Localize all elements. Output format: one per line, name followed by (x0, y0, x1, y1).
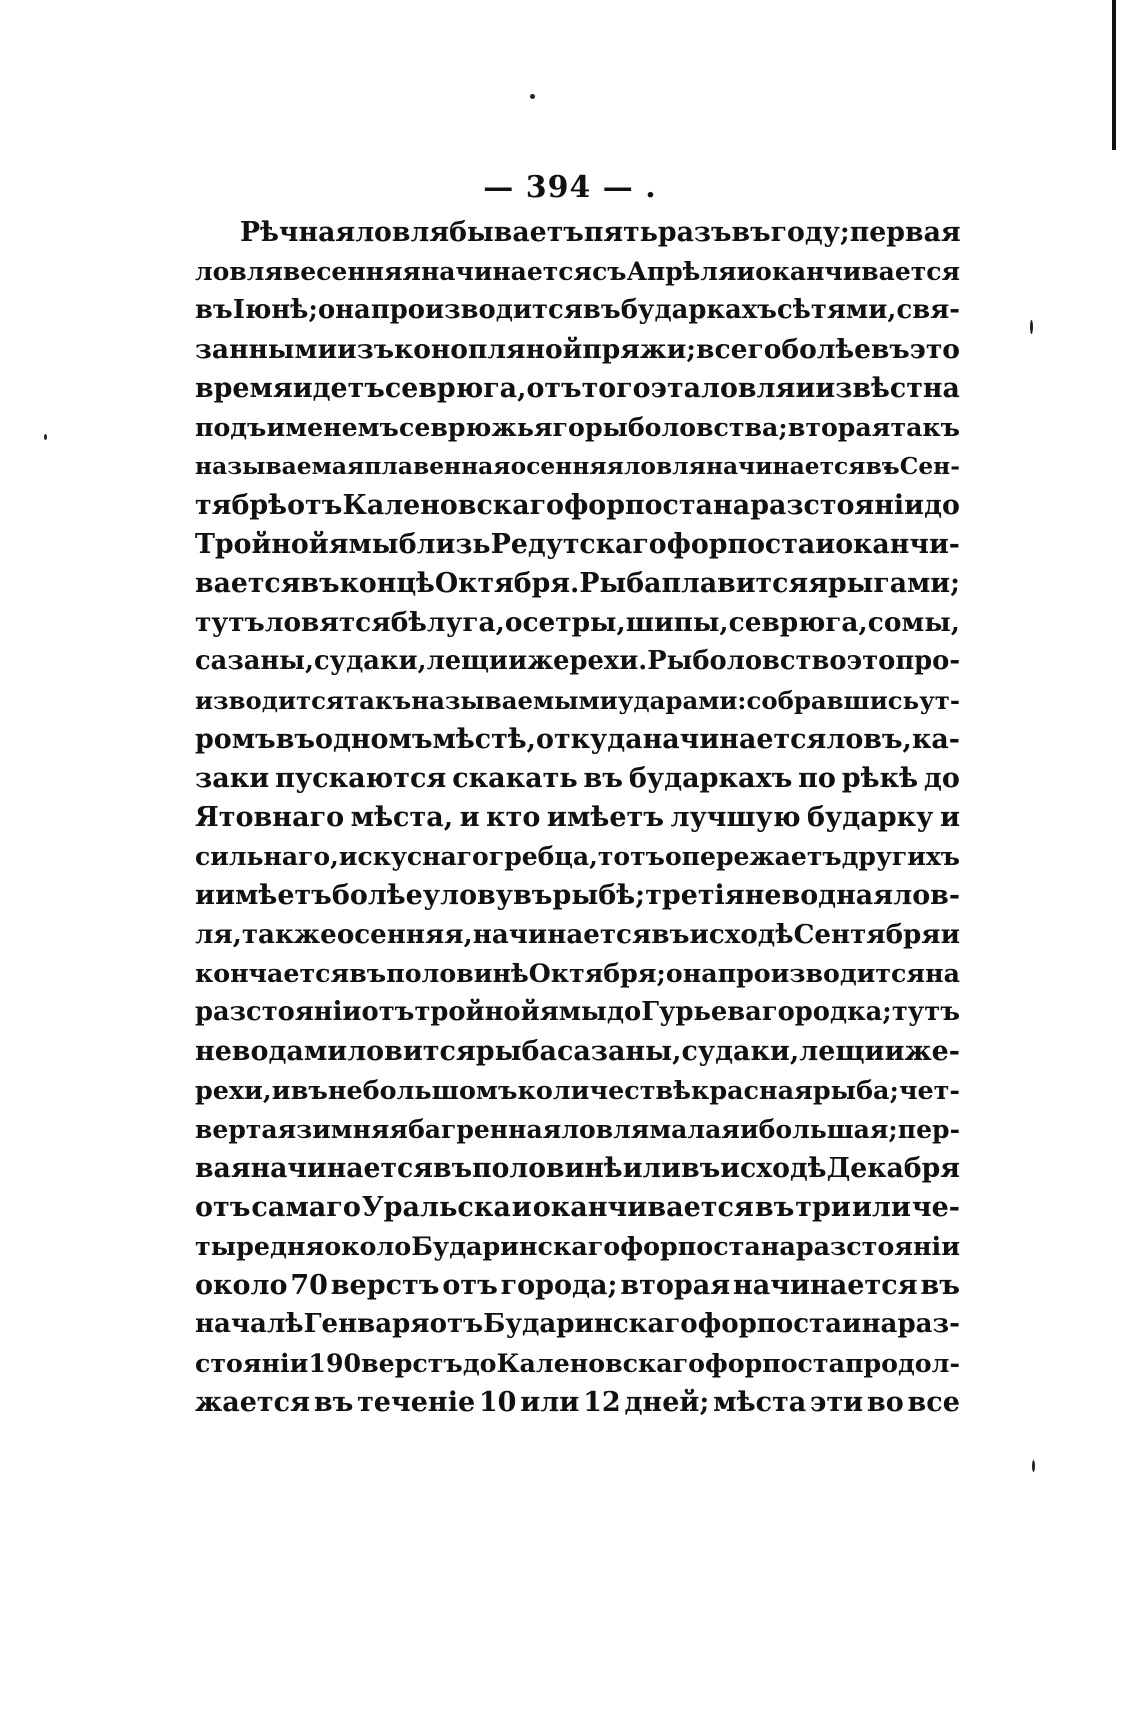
word: ловля (561, 1114, 650, 1144)
word: Октября; (528, 958, 666, 988)
word: мѣста, (350, 802, 454, 833)
word: малая (649, 1114, 740, 1144)
word: отъ (442, 1270, 498, 1301)
word: имѣетъ (546, 802, 664, 833)
word: небольшомъ (327, 1075, 518, 1105)
word: форпоста (666, 529, 816, 560)
word: исходѣ (720, 1153, 827, 1184)
word: сильнаго, (195, 841, 339, 871)
word: жерехи. (527, 646, 648, 676)
word: сѣтями, (777, 295, 897, 325)
text-line (195, 954, 960, 993)
word: первая (849, 217, 961, 248)
word: ка- (911, 724, 960, 755)
word: багренная (408, 1114, 562, 1144)
word: рехи, (195, 1075, 272, 1105)
word: осетры, (504, 607, 626, 638)
word: въ (313, 1387, 354, 1418)
word: въ (754, 1192, 795, 1223)
word: эта (650, 373, 701, 404)
word: ловля (195, 256, 283, 286)
word: ут- (919, 686, 960, 715)
word: и (508, 646, 528, 676)
word: и (939, 802, 960, 833)
word: дня (270, 1231, 325, 1261)
word: изводится (195, 686, 344, 715)
word: кто (486, 802, 541, 833)
word: тябрѣ (195, 490, 288, 521)
word: на (760, 1231, 796, 1261)
word: оканчивается (532, 1192, 754, 1223)
word: и (736, 256, 756, 286)
body-text (195, 213, 960, 1422)
word: именемъ (266, 412, 399, 442)
text-line (195, 1071, 960, 1110)
word: на (861, 1309, 898, 1339)
word: Апрѣля (626, 256, 737, 286)
text-line (195, 291, 960, 330)
word: время (195, 373, 293, 404)
word: разстояніи (795, 1231, 960, 1261)
word: и (815, 529, 836, 560)
word: большая; (758, 1114, 898, 1144)
word: плавенная (364, 452, 511, 480)
page-number: — 394 — . (483, 170, 657, 205)
text-line (195, 252, 960, 291)
text-line (195, 915, 960, 954)
word: тотъ (597, 841, 665, 871)
text-line (195, 642, 960, 681)
word: и (511, 1192, 532, 1223)
word: Рѣчная (240, 217, 356, 248)
word: подъ (195, 412, 267, 442)
word: въ (731, 217, 771, 248)
word: пять (583, 217, 658, 248)
word: оканчи- (835, 529, 960, 560)
word: такъ (890, 412, 960, 442)
word: изъ (337, 334, 395, 365)
word: также (241, 919, 337, 950)
word: и (940, 919, 960, 950)
word: третія (645, 880, 745, 911)
word: ярыгами; (808, 568, 960, 599)
word: ловъ, (826, 724, 912, 755)
word: болѣе (331, 880, 423, 911)
word: Бударинскаго (411, 1231, 621, 1261)
word: начинается (733, 1270, 918, 1301)
word: бѣлуга, (390, 607, 505, 638)
word: улову (422, 880, 513, 911)
word: 12 (583, 1387, 621, 1418)
word: форпоста (697, 1309, 843, 1339)
word: Іюнѣ; (232, 295, 318, 325)
word: лещи (799, 1036, 885, 1067)
word: города; (500, 1270, 618, 1301)
word: рѣкѣ (841, 763, 919, 794)
word: вается (195, 568, 301, 599)
scan-speck (1032, 1460, 1035, 1472)
text-line (195, 798, 960, 837)
word: или (622, 1153, 682, 1184)
word: красная (691, 1075, 813, 1105)
word: зимняя (296, 1114, 408, 1144)
word: сазаны, (556, 1036, 682, 1067)
word: конопляной (394, 334, 583, 365)
word: пер- (897, 1114, 960, 1144)
word: судаки, (314, 646, 427, 676)
word: ловля (623, 452, 706, 480)
text-line (195, 837, 960, 876)
text-line (195, 330, 960, 369)
text-line (195, 213, 960, 252)
word: это (909, 334, 960, 365)
word: Сентября (793, 919, 941, 950)
word: продол- (845, 1348, 960, 1378)
word: скакать (452, 763, 578, 794)
word: ударами: (617, 686, 747, 715)
word: ловля (355, 217, 450, 248)
word: неводами (195, 1036, 348, 1067)
word: она (665, 958, 718, 988)
word: самаго (251, 1192, 361, 1223)
word: свя- (896, 295, 960, 325)
word: рыба; (812, 1075, 899, 1105)
word: Каленовскаго (342, 490, 564, 521)
word: вая (195, 1153, 251, 1184)
word: севрюга, (384, 373, 527, 404)
text-line (195, 486, 960, 525)
word: кончается (195, 958, 350, 988)
text-line (195, 876, 960, 915)
word: въ (300, 568, 340, 599)
word: ля, (195, 919, 242, 950)
word: 70 (290, 1270, 328, 1301)
word: Редутскаго (490, 529, 667, 560)
word: бударку (807, 802, 934, 833)
text-line (195, 369, 960, 408)
word: сазаны, (195, 646, 314, 676)
word: ловля (701, 373, 796, 404)
word: весенняя (282, 256, 421, 286)
word: гребца, (488, 841, 598, 871)
word: тутъ (195, 607, 265, 638)
word: же- (904, 1036, 960, 1067)
word: въ (651, 919, 690, 950)
word: собравшись (746, 686, 920, 715)
text-line (195, 1383, 960, 1422)
word: производится (370, 295, 583, 325)
word: 10 (478, 1387, 517, 1418)
word: начинается (250, 1153, 433, 1184)
word: дней; (624, 1387, 710, 1418)
word: Рыболовство (647, 646, 847, 676)
word: ромъ (195, 724, 276, 755)
word: въ (349, 958, 387, 988)
word: на (713, 490, 751, 521)
text-line (195, 1032, 960, 1071)
word: въ (275, 724, 316, 755)
word: исходѣ (689, 919, 794, 950)
word: того (581, 373, 651, 404)
word: и (459, 802, 480, 833)
word: вторая (787, 412, 891, 442)
word: ловится (347, 1036, 476, 1067)
word: разстояніи (195, 997, 362, 1027)
word: рыбѣ; (552, 880, 646, 911)
word: судаки, (681, 1036, 800, 1067)
word: лучшую (670, 802, 801, 833)
word: три (795, 1192, 851, 1223)
word: Ятовнаго (195, 802, 345, 833)
text-line (195, 720, 960, 759)
word: бываетъ (449, 217, 584, 248)
word: болѣе (781, 334, 871, 365)
word: теченіе (357, 1387, 476, 1418)
word: и (271, 1075, 291, 1105)
word: по (798, 763, 836, 794)
text-line (195, 1305, 960, 1344)
word: мѣстѣ, (432, 724, 536, 755)
word: лещи (426, 646, 509, 676)
word: всего (696, 334, 782, 365)
word: пускаются (275, 763, 447, 794)
word: до (462, 1348, 497, 1378)
text-line (195, 408, 960, 447)
word: Гурьева (641, 997, 762, 1027)
word: рыба (475, 1036, 557, 1067)
word: и (842, 1309, 862, 1339)
scan-speck (530, 94, 535, 99)
word: про- (895, 646, 960, 676)
word: половинѣ (386, 958, 529, 988)
word: въ (582, 295, 621, 325)
word: отъ (526, 373, 582, 404)
word: жается (195, 1387, 311, 1418)
word: въ (195, 295, 233, 325)
word: форпоста (704, 1348, 845, 1378)
word: севрюжьяго (399, 412, 585, 442)
word: извѣстна (815, 373, 960, 404)
word: отъ (195, 1192, 251, 1223)
word: концѣ (339, 568, 435, 599)
scan-speck (44, 434, 47, 440)
word: искуснаго (338, 841, 489, 871)
word: форпоста (620, 1231, 761, 1261)
word: на (925, 958, 960, 988)
word: мѣста (713, 1387, 807, 1418)
text-line (195, 1266, 960, 1305)
text-line (195, 447, 960, 486)
text-line (195, 603, 960, 642)
word: въ (865, 452, 900, 480)
word: другихъ (841, 841, 960, 871)
word: близь (398, 529, 491, 560)
word: пряжи; (582, 334, 697, 365)
word: ямы (539, 997, 607, 1027)
text-line (195, 993, 960, 1032)
word: Октября. (434, 568, 580, 599)
word: сомы, (867, 607, 960, 638)
word: до (923, 763, 960, 794)
word: и (795, 373, 816, 404)
word: разстояніи (750, 490, 924, 521)
word: форпоста (564, 490, 713, 521)
word: ловятся (264, 607, 391, 638)
word: Рыба (579, 568, 662, 599)
word: Бударинскаго (483, 1309, 698, 1339)
word: плавится (661, 568, 809, 599)
word: въ (290, 1075, 328, 1105)
word: разъ (657, 217, 732, 248)
word: отъ (429, 1309, 484, 1339)
word: это (846, 646, 896, 676)
word: лов- (893, 880, 960, 911)
word: въ (433, 1153, 473, 1184)
text-line (195, 564, 960, 603)
word: въ (920, 1270, 960, 1301)
word: тройной (414, 997, 540, 1027)
word: Уральска (361, 1192, 511, 1223)
word: осенняя (510, 452, 624, 480)
word: или (520, 1387, 580, 1418)
word: верстъ (330, 1270, 440, 1301)
word: около (195, 1270, 288, 1301)
word: называемая (195, 452, 365, 480)
word: Декабря (826, 1153, 960, 1184)
word: количествѣ (517, 1075, 691, 1105)
word: и (195, 880, 215, 911)
word: и (884, 1036, 905, 1067)
word: опережаетъ (664, 841, 842, 871)
word: производится (717, 958, 926, 988)
word: Сен- (899, 452, 960, 480)
word: и (739, 1114, 759, 1144)
word: въ (681, 1153, 721, 1184)
word: Тройной (195, 529, 329, 560)
word: Генваря (303, 1309, 430, 1339)
word: неводная (744, 880, 894, 911)
word: отъ (287, 490, 343, 521)
word: во (866, 1387, 904, 1418)
word: имѣетъ (215, 880, 332, 911)
word: че- (911, 1192, 960, 1223)
word: эти (810, 1387, 864, 1418)
word: вторая (620, 1270, 731, 1301)
text-line (195, 1227, 960, 1266)
word: до (924, 490, 960, 521)
word: такъ (344, 686, 412, 715)
text-line (195, 525, 960, 564)
word: городка; (761, 997, 892, 1027)
word: съ (592, 256, 627, 286)
word: идетъ (292, 373, 385, 404)
text-line (195, 759, 960, 798)
word: или (851, 1192, 911, 1223)
word: оканчивается (755, 256, 960, 286)
word: верстъ (361, 1348, 463, 1378)
word: стояніи (195, 1348, 309, 1378)
text-line (195, 1344, 960, 1383)
word: осенняя, (336, 919, 473, 950)
word: рыболовства; (584, 412, 788, 442)
word: отъ (361, 997, 415, 1027)
word: въ (513, 880, 553, 911)
scan-speck (1030, 320, 1033, 334)
word: начинается (705, 452, 866, 480)
word: занными (195, 334, 338, 365)
word: Каленовскаго (496, 1348, 705, 1378)
word: тутъ (891, 997, 960, 1027)
text-line (195, 681, 960, 720)
word: начинается (642, 724, 827, 755)
scan-edge-line (1112, 0, 1116, 150)
word: раз- (897, 1309, 960, 1339)
word: чет- (898, 1075, 960, 1105)
text-line (195, 1110, 960, 1149)
word: 190 (308, 1348, 362, 1378)
word: все (907, 1387, 960, 1418)
word: до (606, 997, 642, 1027)
word: шипы, (625, 607, 729, 638)
word: въ (583, 763, 623, 794)
word: одномъ (315, 724, 433, 755)
word: севрюга, (728, 607, 868, 638)
word: бударкахъ (628, 763, 793, 794)
word: началѣ (195, 1309, 304, 1339)
word: ямы (328, 529, 399, 560)
word: половинѣ (472, 1153, 623, 1184)
word: около (324, 1231, 412, 1261)
text-line (195, 1149, 960, 1188)
word: бударкахъ (620, 295, 777, 325)
word: году; (770, 217, 850, 248)
word: откуда (536, 724, 643, 755)
word: она (317, 295, 371, 325)
text-line (195, 1188, 960, 1227)
word: называемыми (411, 686, 618, 715)
word: заки (195, 763, 270, 794)
word: тыре (195, 1231, 271, 1261)
word: въ (870, 334, 910, 365)
word: начинается (420, 256, 593, 286)
word: вертая (195, 1114, 297, 1144)
word: начинается (472, 919, 652, 950)
